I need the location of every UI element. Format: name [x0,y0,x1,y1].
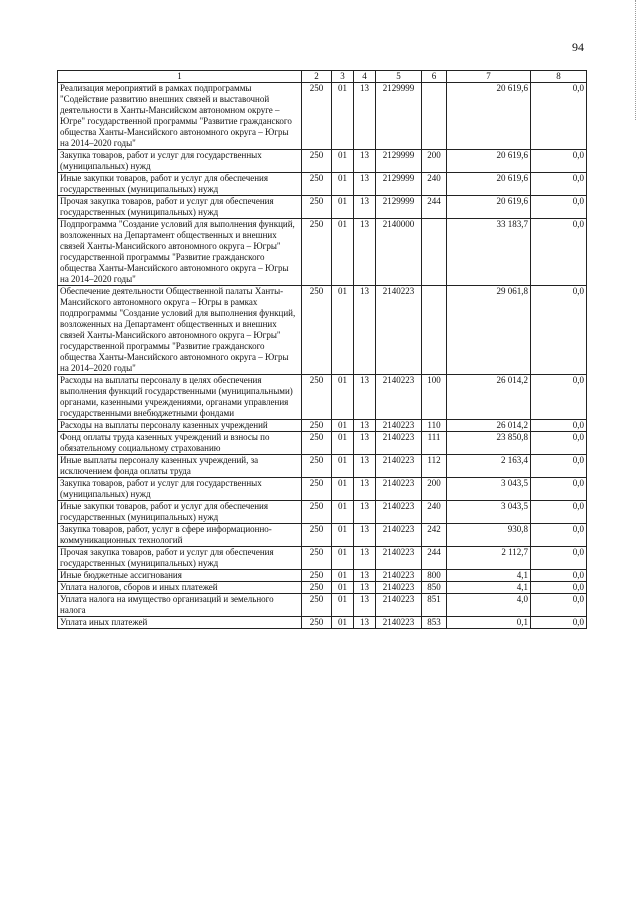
row-expense-type-cell [422,219,447,286]
row-subsection-cell: 13 [354,594,376,617]
row-target-article-cell: 2140223 [376,420,422,432]
row-section-cell: 01 [332,286,354,375]
row-expense-type-cell: 240 [422,173,447,196]
row-subsection-cell: 13 [354,501,376,524]
row-code-cell: 250 [302,617,332,629]
row-code-cell: 250 [302,594,332,617]
row-name-cell: Уплата налогов, сборов и иных платежей [58,582,302,594]
row-name-cell: Закупка товаров, работ и услуг для государственных (муниципальных) нужд [58,150,302,173]
row-code-cell: 250 [302,432,332,455]
row-expense-type-cell [422,286,447,375]
row-amount-2-cell: 0,0 [531,286,587,375]
row-expense-type-cell: 200 [422,478,447,501]
column-header: 7 [447,71,531,83]
row-subsection-cell: 13 [354,173,376,196]
row-target-article-cell: 2129999 [376,173,422,196]
row-expense-type-cell: 112 [422,455,447,478]
row-expense-type-cell [422,83,447,150]
row-amount-cell: 4,0 [447,594,531,617]
row-amount-cell: 20 619,6 [447,83,531,150]
table-row [58,375,587,420]
row-code-cell: 250 [302,547,332,570]
row-subsection-cell: 13 [354,432,376,455]
row-code-cell: 250 [302,478,332,501]
budget-table [57,70,587,629]
row-amount-cell: 20 619,6 [447,150,531,173]
row-name-cell: Иные бюджетные ассигнования [58,570,302,582]
row-amount-2-cell: 0,0 [531,196,587,219]
row-name-cell: Обеспечение деятельности Общественной палаты Ханты-Мансийского автономного округа – Югры в рамках подпрограммы "Создание условий для выполнения функций, возложенных на Департамент общественных и внешних связей Ханты-Мансийского автономного округа – Югры" государственной программы "Развитие гражданского общества Ханты-Мансийского автономного округа – Югры на 2014–2020 годы" [58,286,302,375]
row-amount-cell: 4,1 [447,570,531,582]
row-amount-cell: 33 183,7 [447,219,531,286]
row-section-cell: 01 [332,594,354,617]
column-header: 6 [422,71,447,83]
row-amount-cell: 3 043,5 [447,478,531,501]
row-section-cell: 01 [332,150,354,173]
table-row [58,432,587,455]
row-subsection-cell: 13 [354,375,376,420]
row-amount-cell: 2 112,7 [447,547,531,570]
table-row [58,547,587,570]
column-header: 4 [354,71,376,83]
table-row [58,478,587,501]
row-name-cell: Иные закупки товаров, работ и услуг для обеспечения государственных (муниципальных) нужд [58,501,302,524]
row-name-cell: Подпрограмма "Создание условий для выполнения функций, возложенных на Департамент общественных и внешних связей Ханты-Мансийского автономного округа – Югры" государственной программы "Развитие гражданского общества Ханты-Мансийского автономного округа – Югры на 2014–2020 годы" [58,219,302,286]
row-expense-type-cell: 851 [422,594,447,617]
row-section-cell: 01 [332,582,354,594]
row-target-article-cell: 2129999 [376,150,422,173]
row-code-cell: 250 [302,582,332,594]
row-target-article-cell: 2140223 [376,524,422,547]
row-amount-2-cell: 0,0 [531,432,587,455]
row-code-cell: 250 [302,83,332,150]
row-subsection-cell: 13 [354,582,376,594]
row-amount-2-cell: 0,0 [531,455,587,478]
row-amount-cell: 3 043,5 [447,501,531,524]
row-code-cell: 250 [302,524,332,547]
table-row [58,524,587,547]
row-target-article-cell: 2129999 [376,83,422,150]
row-code-cell: 250 [302,455,332,478]
table-row [58,455,587,478]
row-expense-type-cell: 200 [422,150,447,173]
table-row [58,196,587,219]
row-subsection-cell: 13 [354,286,376,375]
row-target-article-cell: 2140223 [376,547,422,570]
row-amount-cell: 29 061,8 [447,286,531,375]
row-code-cell: 250 [302,375,332,420]
row-code-cell: 250 [302,219,332,286]
row-target-article-cell: 2140223 [376,570,422,582]
row-name-cell: Иные закупки товаров, работ и услуг для обеспечения государственных (муниципальных) нужд [58,173,302,196]
row-subsection-cell: 13 [354,219,376,286]
table-row [58,219,587,286]
row-amount-2-cell: 0,0 [531,570,587,582]
row-amount-2-cell: 0,0 [531,83,587,150]
row-section-cell: 01 [332,375,354,420]
row-name-cell: Закупка товаров, работ, услуг в сфере информационно-коммуникационных технологий [58,524,302,547]
page-number: 94 [572,40,584,54]
row-section-cell: 01 [332,524,354,547]
row-target-article-cell: 2140223 [376,582,422,594]
row-amount-cell: 4,1 [447,582,531,594]
row-name-cell: Уплата налога на имущество организаций и земельного налога [58,594,302,617]
row-section-cell: 01 [332,219,354,286]
row-subsection-cell: 13 [354,420,376,432]
row-section-cell: 01 [332,420,354,432]
row-subsection-cell: 13 [354,196,376,219]
row-code-cell: 250 [302,173,332,196]
row-target-article-cell: 2140223 [376,432,422,455]
row-subsection-cell: 13 [354,570,376,582]
row-target-article-cell: 2140000 [376,219,422,286]
row-target-article-cell: 2140223 [376,478,422,501]
row-amount-cell: 2 163,4 [447,455,531,478]
scan-edge-marks [632,0,636,120]
row-section-cell: 01 [332,173,354,196]
table-row [58,617,587,629]
row-amount-cell: 26 014,2 [447,420,531,432]
row-amount-2-cell: 0,0 [531,150,587,173]
row-expense-type-cell: 800 [422,570,447,582]
row-section-cell: 01 [332,617,354,629]
row-name-cell: Реализация мероприятий в рамках подпрограммы "Содействие развитию внешних связей и выставочной деятельности в Ханты-Мансийском автономном округе – Югре" государственной программы "Развитие гражданского общества Ханты-Мансийского автономного округа – Югры на 2014–2020 годы" [58,83,302,150]
row-amount-2-cell: 0,0 [531,478,587,501]
row-amount-cell: 0,1 [447,617,531,629]
row-section-cell: 01 [332,570,354,582]
row-amount-cell: 930,8 [447,524,531,547]
row-section-cell: 01 [332,83,354,150]
row-amount-2-cell: 0,0 [531,594,587,617]
row-code-cell: 250 [302,501,332,524]
row-subsection-cell: 13 [354,478,376,501]
row-section-cell: 01 [332,501,354,524]
row-amount-cell: 26 014,2 [447,375,531,420]
table-header-row [58,71,587,83]
row-code-cell: 250 [302,150,332,173]
row-amount-cell: 20 619,6 [447,196,531,219]
row-code-cell: 250 [302,570,332,582]
row-section-cell: 01 [332,478,354,501]
row-amount-2-cell: 0,0 [531,582,587,594]
row-subsection-cell: 13 [354,617,376,629]
column-header: 8 [531,71,587,83]
row-code-cell: 250 [302,420,332,432]
row-subsection-cell: 13 [354,455,376,478]
table-row [58,594,587,617]
column-header: 1 [58,71,302,83]
table-row [58,501,587,524]
row-amount-cell: 23 850,8 [447,432,531,455]
row-subsection-cell: 13 [354,150,376,173]
row-expense-type-cell: 244 [422,547,447,570]
row-name-cell: Расходы на выплаты персоналу казенных учреждений [58,420,302,432]
row-expense-type-cell: 850 [422,582,447,594]
row-amount-2-cell: 0,0 [531,617,587,629]
row-expense-type-cell: 110 [422,420,447,432]
row-expense-type-cell: 111 [422,432,447,455]
table-row [58,286,587,375]
table-row [58,83,587,150]
column-header: 3 [332,71,354,83]
row-expense-type-cell: 853 [422,617,447,629]
row-name-cell: Иные выплаты персоналу казенных учреждений, за исключением фонда оплаты труда [58,455,302,478]
row-amount-2-cell: 0,0 [531,173,587,196]
table-row [58,173,587,196]
row-target-article-cell: 2140223 [376,594,422,617]
row-subsection-cell: 13 [354,83,376,150]
row-expense-type-cell: 240 [422,501,447,524]
row-expense-type-cell: 100 [422,375,447,420]
column-header: 5 [376,71,422,83]
row-section-cell: 01 [332,547,354,570]
row-name-cell: Расходы на выплаты персоналу в целях обеспечения выполнения функций государственными (муниципальными) органами, казенными учреждениями, органами управления государственными внебюджетными фондами [58,375,302,420]
row-target-article-cell: 2140223 [376,455,422,478]
row-amount-2-cell: 0,0 [531,219,587,286]
row-section-cell: 01 [332,432,354,455]
row-amount-cell: 20 619,6 [447,173,531,196]
row-amount-2-cell: 0,0 [531,375,587,420]
row-name-cell: Прочая закупка товаров, работ и услуг для обеспечения государственных (муниципальных) нужд [58,547,302,570]
table-row [58,570,587,582]
row-subsection-cell: 13 [354,547,376,570]
column-header: 2 [302,71,332,83]
table-row [58,582,587,594]
row-target-article-cell: 2140223 [376,617,422,629]
row-code-cell: 250 [302,196,332,219]
row-amount-2-cell: 0,0 [531,524,587,547]
row-amount-2-cell: 0,0 [531,547,587,570]
table-body [58,83,587,629]
row-target-article-cell: 2129999 [376,196,422,219]
row-target-article-cell: 2140223 [376,375,422,420]
row-amount-2-cell: 0,0 [531,420,587,432]
row-target-article-cell: 2140223 [376,286,422,375]
row-code-cell: 250 [302,286,332,375]
row-expense-type-cell: 242 [422,524,447,547]
row-section-cell: 01 [332,196,354,219]
row-section-cell: 01 [332,455,354,478]
row-name-cell: Прочая закупка товаров, работ и услуг для обеспечения государственных (муниципальных) нужд [58,196,302,219]
row-name-cell: Фонд оплаты труда казенных учреждений и взносы по обязательному социальному страхованию [58,432,302,455]
table-row [58,420,587,432]
row-target-article-cell: 2140223 [376,501,422,524]
row-name-cell: Закупка товаров, работ и услуг для государственных (муниципальных) нужд [58,478,302,501]
row-amount-2-cell: 0,0 [531,501,587,524]
table-row [58,150,587,173]
row-subsection-cell: 13 [354,524,376,547]
row-name-cell: Уплата иных платежей [58,617,302,629]
row-expense-type-cell: 244 [422,196,447,219]
